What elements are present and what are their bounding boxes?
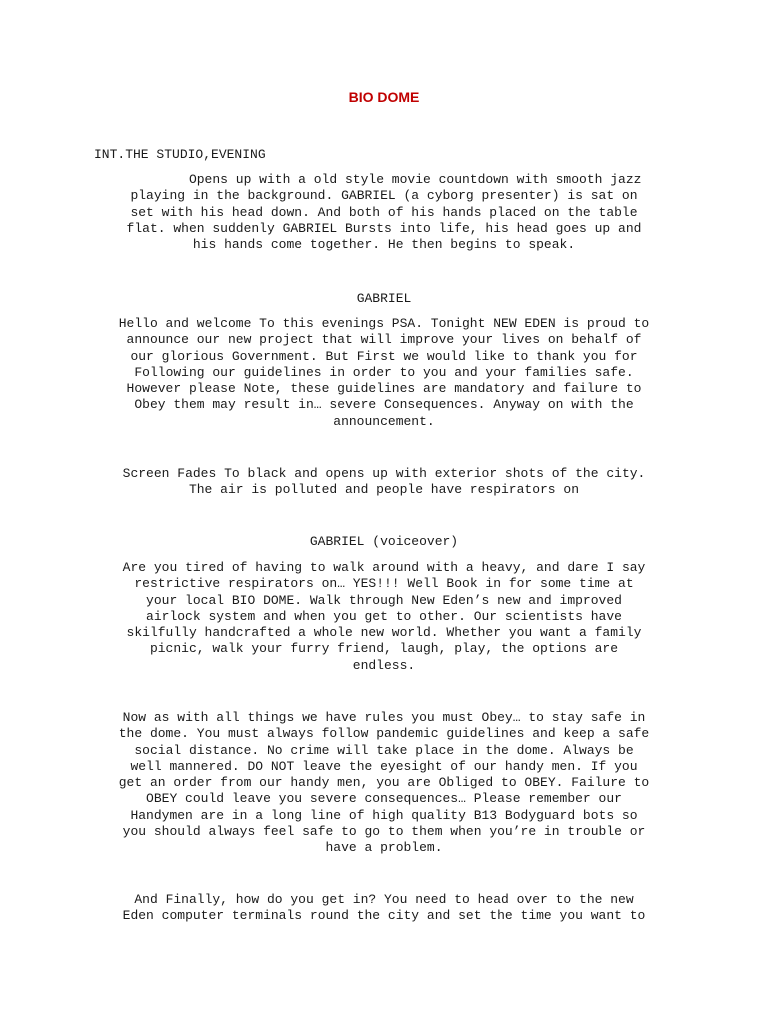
text-line: Screen Fades To black and opens up with exterior shots of the city. [122, 466, 646, 481]
text-line: Obey them may result in… severe Consequences. Anyway on with the [134, 397, 634, 413]
text-line: picnic, walk your furry friend, laugh, play, the options are [149, 641, 619, 657]
text-line: And Finally, how do you get in? You need to head over to the new [134, 892, 634, 907]
text-line: set with his head down. And both of his hands placed on the table [130, 204, 638, 220]
character-name-1: GABRIEL [356, 291, 412, 306]
text-line: Now as with all things we have rules you must Obey… to stay safe in [122, 710, 646, 725]
text-line: The air is polluted and people have respirators on [188, 482, 580, 498]
text-line: his hands come together. He then begins to speak. [192, 237, 576, 253]
text-line: However please Note, these guidelines are mandatory and failure to [126, 381, 642, 397]
dialogue-paragraph-4 [88, 892, 680, 925]
text-line: Eden computer terminals round the city and set the time you want to [122, 908, 646, 924]
text-line: Hello and welcome To this evenings PSA. Tonight NEW EDEN is proud to [118, 316, 650, 331]
text-line: get an order from our handy men, you are Obliged to OBEY. Failure to [118, 775, 650, 791]
text-line: well mannered. DO NOT leave the eyesight of our handy men. If you [130, 758, 638, 774]
text-line: playing in the background. GABRIEL (a cyborg presenter) is sat on [130, 188, 638, 204]
document-title: BIO DOME [348, 89, 420, 105]
text-line: announcement. [333, 413, 435, 429]
character-name-2: GABRIEL (voiceover) [309, 534, 459, 549]
text-line: social distance. No crime will take place in the dome. Always be [134, 742, 634, 758]
dialogue-paragraph-3 [88, 710, 680, 857]
text-line: flat. when suddenly GABRIEL Bursts into life, his head goes up and [126, 220, 642, 236]
action-paragraph-2 [88, 466, 680, 499]
action-paragraph-1 [88, 172, 680, 253]
text-line: Handymen are in a long line of high quality B13 Bodyguard bots so [130, 807, 638, 823]
text-line: restrictive respirators on… YES!!! Well Book in for some time at [134, 576, 634, 592]
text-line: Opens up with a old style movie countdown with smooth jazz [126, 172, 642, 187]
text-line: Are you tired of having to walk around with a heavy, and dare I say [122, 560, 646, 575]
text-line: OBEY could leave you severe consequences… Please remember our [146, 791, 622, 807]
text-line: announce our new project that will improve your lives on behalf of [126, 332, 642, 348]
text-line: Following our guidelines in order to you and your families safe. [134, 364, 634, 380]
text-line: you should always feel safe to go to them when you’re in trouble or [122, 824, 646, 840]
text-line: our glorious Government. But First we would like to thank you for [130, 348, 638, 364]
text-line: endless. [352, 657, 416, 673]
text-line: airlock system and when you get to other. Our scientists have [146, 608, 622, 624]
text-line: have a problem. [325, 840, 443, 856]
dialogue-paragraph-2 [88, 560, 680, 674]
scene-heading: INT.THE STUDIO,EVENING [94, 147, 266, 162]
dialogue-paragraph-1 [88, 316, 680, 430]
text-line: skilfully handcrafted a whole new world. Whether you want a family [126, 625, 642, 641]
text-line: your local BIO DOME. Walk through New Eden’s new and improved [146, 592, 622, 608]
text-line: the dome. You must always follow pandemic guidelines and keep a safe [118, 726, 650, 742]
